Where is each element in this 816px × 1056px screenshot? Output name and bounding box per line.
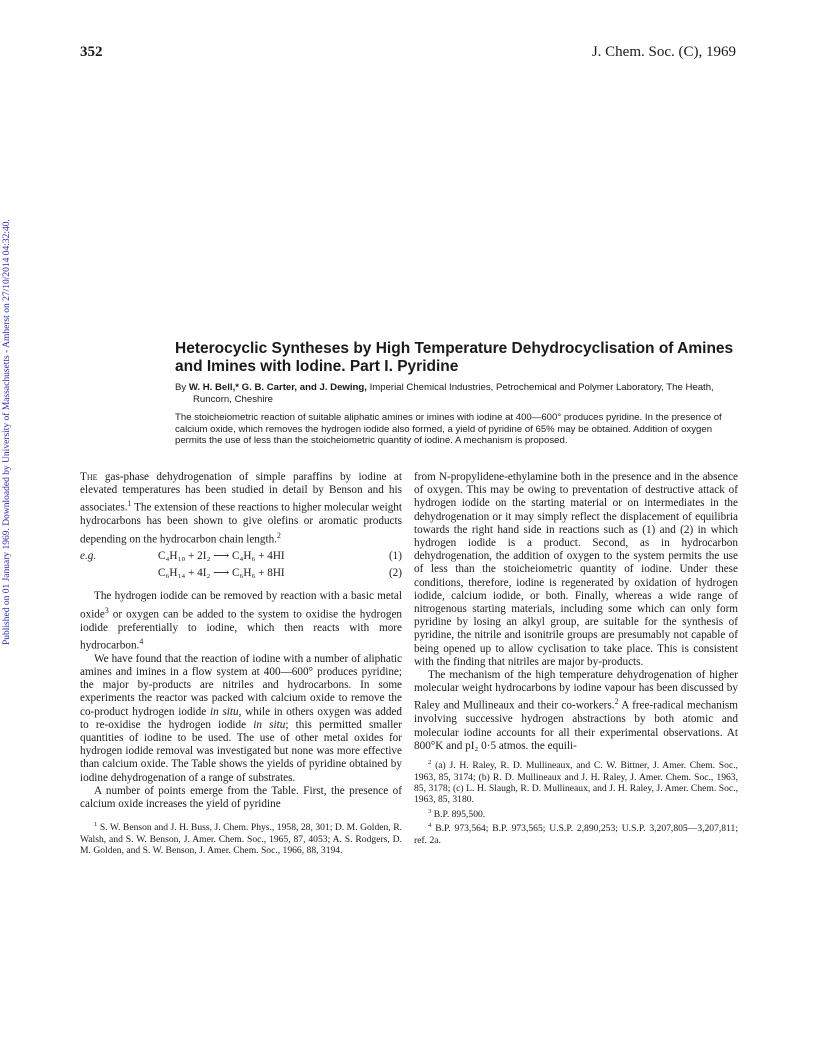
paragraph	[80, 471, 402, 546]
article-title: Heterocyclic Syntheses by High Temperature Dehydrocyclisation of Amines and Imines with Iodine. Part I. Pyridine	[175, 340, 734, 375]
paragraph	[414, 669, 738, 753]
abstract: The stoicheiometric reaction of suitable aliphatic amines or imines with iodine at 400—600° produces pyridine. In the presence of calcium oxide, which removes the hydrogen iodide also formed, a yield of pyridine of 65% may be obtained. Addition of oxygen permits the use of less than the stoicheiometric quantity of iodine. A mechanism is proposed.	[175, 412, 722, 447]
left-column	[80, 471, 402, 857]
footnote	[414, 820, 738, 846]
footnote-number: 3	[428, 807, 432, 815]
text-run: ; this permitted smaller quantities of iodine to be used. The use of other metal oxides for hydrogen iodide removal was investigated but none was more effective than calcium oxide. The Table shows the yields of pyridine obtained by iodine dehydrogenation of a range of substrates.	[80, 718, 402, 784]
footnote	[414, 806, 738, 821]
download-watermark: Published on 01 January 1969. Downloaded by University of Massachusetts - Amherst on 27/10/2014 04:32:40.	[2, 219, 12, 645]
ref-marker: 2	[614, 697, 619, 707]
authors: W. H. Bell,* G. B. Carter, and J. Dewing,	[188, 382, 367, 393]
footnote	[414, 757, 738, 806]
text-run: The mechanism of the high temperature dehydrogenation of higher molecular weight hydrocarbons by iodine vapour has been discussed by Raley and Mullineaux and their co-workers.	[414, 669, 738, 713]
text-run: The hydrogen iodide can be removed by reaction with a basic metal oxide	[80, 590, 402, 621]
right-column	[414, 471, 738, 846]
footnote-text: (a) J. H. Raley, R. D. Mullineaux, and C. W. Bittner, J. Amer. Chem. Soc., 1963, 85, 3174; (b) R. D. Mullineaux and J. H. Raley, J. Amer. Chem. Soc., 1963, 85, 3178; (c) L. H. Slaugh, R. D. Mullineaux, and J. H. Raley, J. Amer. Chem. Soc., 1963, 85, 3180.	[414, 760, 738, 806]
paragraph: A number of points emerge from the Table. First, the presence of calcium oxide increases the yield of pyridine	[80, 784, 402, 810]
equation-row	[80, 567, 402, 584]
paragraph	[80, 590, 402, 652]
paragraph: from N-propylidene-ethylamine both in the presence and in the absence of oxygen. This may be owing to preventation of destructive attack of hydrogen iodide on the starting material or on intermediates in the dehydrogenation or it may simply reflect the displacement of equilibria towards the right hand side in reactions such as (1) and (2) in which hydrogen iodide is a product. Second, as in hydrocarbon dehydrogenation, the addition of oxygen to the system permits the use of less than the stoicheiometric quantity of iodine. Under these conditions, therefore, iodine is regenerated by oxidation of hydrogen iodide, calcium iodide, or both. Finally, whereas a wide range of nitrogenous starting materials, including some which can only form pyridine by losing an alkyl group, are suitable for the synthesis of pyridine, the nitrile and isonitrile groups are presumably not capable of being opened up to allow cyclisation to take place. This is consistent with the finding that nitriles are major by-products.	[414, 471, 738, 668]
footnote-text: S. W. Benson and J. H. Buss, J. Chem. Phys., 1958, 28, 301; D. M. Golden, R. Walsh, and S. W. Benson, J. Amer. Chem. Soc., 1965, 87, 4053; A. S. Rodgers, D. M. Golden, and S. W. Benson, J. Amer. Chem. Soc., 1966, 88, 3194.	[80, 822, 402, 857]
equation-number: (1)	[388, 550, 402, 563]
byline	[175, 382, 740, 406]
text-run: and pI₂ 0·5 atmos. the equili-	[443, 739, 577, 752]
journal-header: J. Chem. Soc. (C), 1969	[591, 44, 736, 60]
text-run: , while in others oxygen was added to re-oxidise the hydrogen iodide	[80, 705, 402, 731]
equation-number: (2)	[388, 567, 402, 580]
equations	[80, 550, 402, 584]
ref-marker: 1	[127, 499, 132, 509]
equation: C₆H₁₄ + 4I₂ ⟶ C₆H₆ + 8HI	[158, 567, 285, 580]
lead-word: The	[80, 471, 98, 483]
text-run: gas-phase dehydrogenation of simple paraffins by iodine at elevated temperatures has been studied in detail by Benson and his associates.	[80, 471, 402, 515]
footnote-text: B.P. 973,564; B.P. 973,565; U.S.P. 2,890,253; U.S.P. 3,207,805—3,207,811; ref. 2a.	[414, 823, 738, 846]
byline-prefix: By	[175, 382, 189, 393]
equation-row	[80, 550, 402, 567]
ref-marker: 3	[104, 605, 109, 615]
kelvin-unit: K	[435, 739, 444, 752]
affiliation: Imperial Chemical Industries, Petrochemical and Polymer Laboratory, The Heath, Runcorn, Cheshire	[193, 382, 714, 405]
ref-marker: 4	[139, 636, 144, 646]
title-block	[175, 340, 740, 447]
footnote-number: 1	[94, 821, 98, 829]
text-run: We have found that the reaction of iodine with a number of aliphatic amines and imines in a flow system at 400—600° produces pyridine; the major by-products are nitriles and hydrocarbons. In some experiments the reactor was packed with calcium oxide to remove the co-product hydrogen iodide	[80, 652, 402, 718]
ref-marker: 2	[276, 530, 281, 540]
footnotes	[414, 757, 738, 846]
footnotes	[80, 819, 402, 856]
equation-label: e.g.	[80, 550, 97, 563]
text-run: or oxygen can be added to the system to oxidise the hydrogen iodide preferentially to iodine, which then reacts with more hydrocarbon.	[80, 608, 402, 652]
footnote-text: B.P. 895,500.	[431, 809, 486, 820]
footnote	[80, 819, 402, 856]
italic-term: in situ	[253, 718, 286, 731]
footnote-number: 2	[428, 759, 432, 766]
footnote-number: 4	[428, 822, 432, 830]
paragraph	[80, 653, 402, 785]
page-number: 352	[80, 44, 103, 60]
italic-term: in situ	[209, 705, 239, 718]
text-run: A free-radical mechanism involving successive hydrogen abstractions by both atomic and molecular iodine accounts for all their experimental observations. At 800°	[414, 700, 738, 752]
text-run: The extension of these reactions to higher molecular weight hydrocarbons has been shown to give olefins or aromatic products depending on the hydrocarbon chain length.	[80, 502, 402, 546]
equation: C₄H₁₀ + 2I₂ ⟶ C₄H₆ + 4HI	[158, 550, 285, 563]
